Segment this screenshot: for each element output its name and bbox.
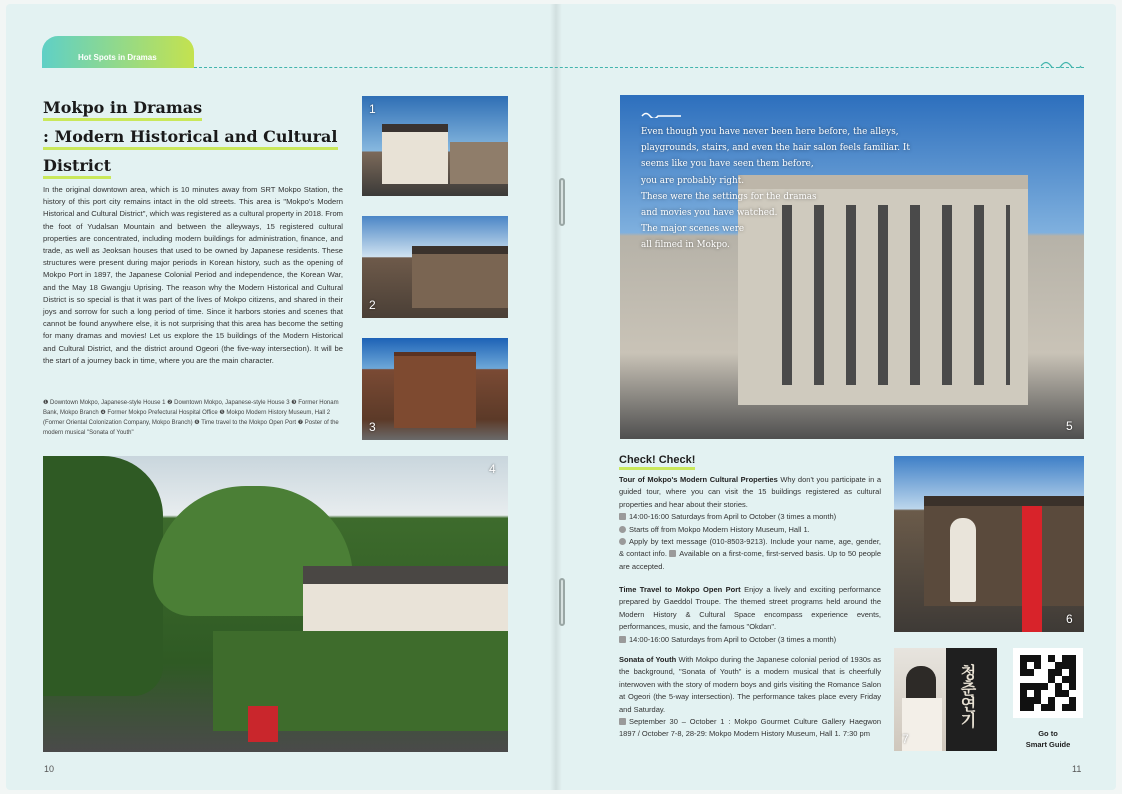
photo-1 bbox=[362, 96, 508, 196]
qr-module bbox=[1034, 690, 1041, 697]
qr-module bbox=[1034, 676, 1041, 683]
qr-module bbox=[1069, 662, 1076, 669]
qr-module bbox=[1062, 683, 1069, 690]
qr-module bbox=[1034, 662, 1041, 669]
qr-module bbox=[1020, 655, 1027, 662]
tour-time: 14:00-16:00 Saturdays from April to October (3 times a month) bbox=[629, 512, 837, 522]
qr-module bbox=[1062, 669, 1069, 676]
qr-module bbox=[1069, 655, 1076, 662]
qr-module bbox=[1041, 669, 1048, 676]
photo-number-7: 7 bbox=[902, 732, 909, 746]
qr-label bbox=[1012, 728, 1084, 750]
timetravel-heading: Time Travel to Mokpo Open Port bbox=[619, 585, 741, 594]
sonata-dates: September 30 – October 1 : Mokpo Gourmet Culture Gallery Haegwon 1897 / October 7-8, 28-29: Mokpo Modern History Museum, Hall 1. 7:30 pm bbox=[619, 717, 881, 739]
qr-module bbox=[1041, 676, 1048, 683]
qr-module bbox=[1048, 683, 1055, 690]
qr-module bbox=[1062, 655, 1069, 662]
qr-module bbox=[1069, 697, 1076, 704]
qr-module bbox=[1034, 655, 1041, 662]
wave-decoration bbox=[641, 110, 681, 118]
house-shape bbox=[412, 246, 508, 308]
photo-number-2: 2 bbox=[369, 298, 376, 312]
staple-top bbox=[559, 178, 565, 226]
qr-module bbox=[1055, 683, 1062, 690]
qr-module bbox=[1027, 662, 1034, 669]
qr-module bbox=[1062, 704, 1069, 711]
title-line-1: Mokpo in Dramas bbox=[43, 98, 202, 121]
qr-module bbox=[1048, 655, 1055, 662]
house-shape bbox=[382, 124, 448, 184]
section-tab-label: Hot Spots in Dramas bbox=[78, 53, 157, 62]
qr-module bbox=[1041, 662, 1048, 669]
location-icon bbox=[619, 526, 626, 533]
qr-module bbox=[1027, 669, 1034, 676]
qr-module bbox=[1055, 669, 1062, 676]
phone-icon bbox=[619, 538, 626, 545]
qr-module bbox=[1069, 676, 1076, 683]
building-shape bbox=[394, 352, 476, 428]
qr-module bbox=[1048, 704, 1055, 711]
clock-icon bbox=[619, 513, 626, 520]
qr-module bbox=[1062, 662, 1069, 669]
photo-captions: ❶ Downtown Mokpo, Japanese-style House 1 ❷ Downtown Mokpo, Japanese-style House 3 ❸ Former Honam Bank, Mokpo Branch ❹ Former Mokpo Prefectural Hospital Office ❺ Mokpo Modern History Museum, Hall 2 (Former Oriental Colonization Company, Mokpo Branch) ❻ Time travel to the Mokpo Open Port ❼ Poster of the modern musical "Sonata of Youth" bbox=[43, 400, 339, 436]
qr-module bbox=[1034, 704, 1041, 711]
qr-pattern bbox=[1020, 655, 1076, 711]
people-icon bbox=[669, 550, 676, 557]
photo-number-3: 3 bbox=[369, 420, 376, 434]
intro-quote bbox=[641, 124, 911, 254]
page-number-left: 10 bbox=[44, 764, 55, 774]
qr-label-line: Go to bbox=[1038, 729, 1058, 738]
timetravel-time: 14:00-16:00 Saturdays from April to October (3 times a month) bbox=[629, 634, 837, 644]
qr-module bbox=[1041, 690, 1048, 697]
tour-start: Starts off from Mokpo Modern History Museum, Hall 1. bbox=[629, 524, 810, 534]
photo-number-5: 5 bbox=[1066, 419, 1073, 433]
tour-heading: Tour of Mokpo's Modern Cultural Properties bbox=[619, 475, 778, 484]
quote-line: The major scenes were bbox=[641, 224, 745, 235]
photo-2 bbox=[362, 216, 508, 318]
sonata-desc: With Mokpo during the Japanese colonial period of 1930s as the background, "Sonata of Youth" is a modern musical that is cheerfully interwoven with the story of modern boys and girls visiting the Romance Salon at Ogeori (the 5-way intersection). The performance takes place every Friday and Saturday. bbox=[619, 655, 881, 714]
photo-number-4: 4 bbox=[489, 462, 496, 476]
quote-line: These were the settings for the dramas bbox=[641, 191, 817, 202]
tour-desc: Why don't you participate in a guided tour, where you can visit the 15 buildings registered as cultural properties and hear about their stories. bbox=[619, 475, 882, 509]
house-shape bbox=[450, 142, 508, 184]
timetravel-section bbox=[619, 584, 881, 646]
title-line-2: : Modern Historical and Cultural bbox=[43, 127, 338, 150]
qr-module bbox=[1020, 697, 1027, 704]
calendar-icon bbox=[619, 718, 626, 725]
qr-module bbox=[1027, 704, 1034, 711]
qr-module bbox=[1048, 662, 1055, 669]
qr-module bbox=[1020, 683, 1027, 690]
header-dashed-line bbox=[194, 67, 1084, 68]
sonata-section bbox=[619, 654, 881, 741]
check-heading: Check! Check! bbox=[619, 454, 695, 470]
qr-module bbox=[1048, 669, 1055, 676]
person-shape bbox=[906, 666, 936, 702]
qr-module bbox=[1020, 669, 1027, 676]
sonata-heading: Sonata of Youth bbox=[619, 655, 677, 664]
page-title bbox=[43, 96, 353, 183]
qr-module bbox=[1020, 704, 1027, 711]
photo-6 bbox=[894, 456, 1084, 632]
quote-line: you are probably right. bbox=[641, 175, 745, 186]
intro-paragraph: In the original downtown area, which is 10 minutes away from SRT Mokpo Station, the history of this port city remains intact in the old streets. This area is "Mokpo's Modern Historical and Cultural District", which was registered as a cultural property in 2018. From the foot of Yudalsan Mountain and between the alleyways, 15 registered cultural properties are concentrated, including modern buildings for administration, finance, and trade, as well as Jeoksan houses that used to be owned by Japanese residents. These structures were present during major periods in Korean history, such as the opening of Mokpo Port in 1897, the Japanese Colonial Period and independence, the Korean War, and the May 18 Gwangju Uprising. The reason why the Modern Historical and Cultural District is so special is that it was part of the lives of Mokpo citizens, and shared in their joys and sorrow for such a long period of time. Since it harbors stories and scenes that cannot be found anywhere else, it is not surprising that this area has become the setting for many dramas and movies! Let us explore the 15 buildings of the Modern Historical and Cultural District, and the district around Ogeori (the five-way intersection). It will be the start of a journey back in time, where you are the main character. bbox=[43, 185, 343, 365]
qr-module bbox=[1034, 697, 1041, 704]
qr-module bbox=[1069, 704, 1076, 711]
qr-module bbox=[1034, 683, 1041, 690]
qr-module bbox=[1055, 662, 1062, 669]
quote-line: Even though you have never been here before, the alleys, bbox=[641, 127, 899, 137]
banner-shape bbox=[1022, 506, 1042, 632]
timetravel-desc: Enjoy a lively and exciting performance prepared by Gaeddol Troupe. The themed street programs held around the Modern History & Cultural Space encompass experience events, performances, music, and the famous "Okdan". bbox=[619, 585, 881, 632]
photo-4 bbox=[43, 456, 508, 752]
quote-line: seems like you have seen them before, bbox=[641, 159, 814, 170]
qr-module bbox=[1027, 683, 1034, 690]
qr-module bbox=[1048, 690, 1055, 697]
sign-shape bbox=[248, 706, 278, 742]
qr-label-line: Smart Guide bbox=[1025, 740, 1071, 749]
quote-line: and movies you have watched. bbox=[641, 208, 778, 219]
qr-module bbox=[1027, 697, 1034, 704]
qr-module bbox=[1069, 690, 1076, 697]
qr-module bbox=[1027, 690, 1034, 697]
performer-shape bbox=[950, 518, 976, 602]
qr-module bbox=[1041, 655, 1048, 662]
qr-module bbox=[1069, 669, 1076, 676]
tour-apply: Apply by text message (010-8503-9213). Include your name, age, gender, & contact info. bbox=[619, 537, 881, 559]
musical-poster bbox=[946, 648, 997, 751]
qr-module bbox=[1069, 683, 1076, 690]
quote-line: all filmed in Mokpo. bbox=[641, 240, 730, 251]
qr-module bbox=[1020, 676, 1027, 683]
qr-code[interactable] bbox=[1013, 648, 1083, 718]
qr-module bbox=[1055, 676, 1062, 683]
qr-module bbox=[1034, 669, 1041, 676]
title-line-3: District bbox=[43, 156, 111, 179]
photo-number-6: 6 bbox=[1066, 612, 1073, 626]
photo-number-1: 1 bbox=[369, 102, 376, 116]
tour-availability: Available on a first-come, first-served basis. Up to 50 people are accepted. bbox=[619, 549, 881, 571]
section-tab bbox=[42, 36, 194, 68]
qr-module bbox=[1055, 704, 1062, 711]
poster-title: 청춘연기 bbox=[958, 664, 975, 728]
page-gutter bbox=[550, 4, 562, 790]
tree-shape bbox=[43, 456, 163, 696]
qr-module bbox=[1020, 690, 1027, 697]
qr-module bbox=[1062, 690, 1069, 697]
quote-line: playgrounds, stairs, and even the hair salon feels familiar. It bbox=[641, 143, 910, 154]
qr-module bbox=[1055, 655, 1062, 662]
qr-module bbox=[1041, 683, 1048, 690]
qr-module bbox=[1048, 676, 1055, 683]
qr-module bbox=[1041, 704, 1048, 711]
qr-module bbox=[1027, 655, 1034, 662]
qr-module bbox=[1041, 697, 1048, 704]
qr-module bbox=[1020, 662, 1027, 669]
qr-module bbox=[1062, 697, 1069, 704]
qr-module bbox=[1055, 690, 1062, 697]
photo-7 bbox=[894, 648, 946, 751]
qr-module bbox=[1048, 697, 1055, 704]
photo-3 bbox=[362, 338, 508, 440]
house-shape bbox=[924, 496, 1084, 606]
clock-icon bbox=[619, 636, 626, 643]
qr-module bbox=[1027, 676, 1034, 683]
page-number-right: 11 bbox=[1072, 764, 1082, 774]
qr-module bbox=[1055, 697, 1062, 704]
staple-bottom bbox=[559, 578, 565, 626]
tour-section bbox=[619, 474, 881, 573]
qr-module bbox=[1062, 676, 1069, 683]
wave-decoration bbox=[1040, 58, 1086, 68]
